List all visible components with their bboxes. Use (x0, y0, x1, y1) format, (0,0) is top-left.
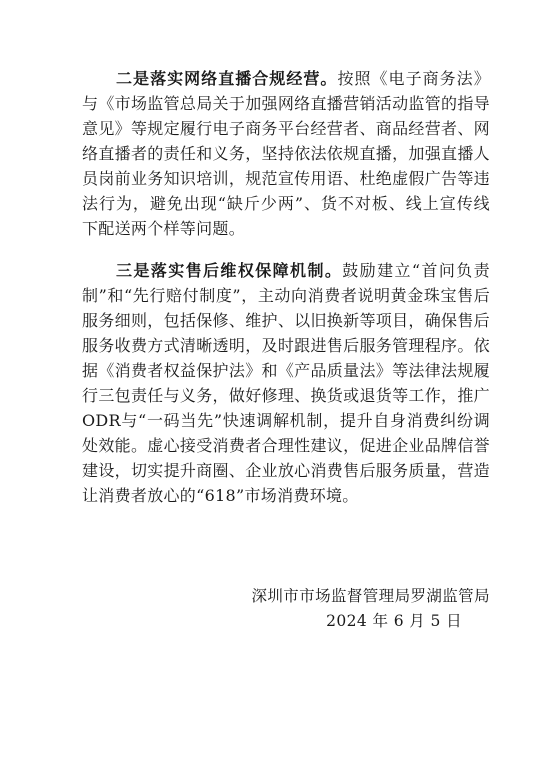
signature-date: 2024 年 6 月 5 日 (326, 612, 462, 630)
signature-organization: 深圳市市场监督管理局罗湖监管局 (251, 587, 490, 605)
paragraph-body-text: 鼓励建立“首问负责制”和“先行赔付制度”，主动向消费者说明黄金珠宝售后服务细则，包括保修、维护、以旧换新等项目，确保售后服务收费方式清晰透明，及时跟进售后服务管理程序。依据《消费者权益保护法》和《产品质量法》等法律法规履行三包责任与义务，做好修理、换货或退货等工作，推广ODR与“一码当先”快速调解机制，提升自身消费纠纷调处效能。虚心接受消费者合理性建议，促进企业品牌信誉建设，切实提升商圈、企业放心消费售后服务质量，营造让消费者放心的“618”市场消费环境。 (82, 261, 490, 505)
paragraph-livestream-compliance (82, 66, 490, 241)
paragraph-lead-heading: 二是落实网络直播合规经营。 (116, 69, 338, 88)
paragraph-after-sales-protection (82, 258, 490, 508)
paragraph-lead-heading: 三是落实售后维权保障机制。 (116, 261, 343, 280)
paragraph-body-text: 按照《电子商务法》与《市场监管总局关于加强网络直播营销活动监管的指导意见》等规定履行电子商务平台经营者、商品经营者、网络直播者的责任和义务，坚持依法依规直播，加强直播人员岗前业务知识培训，规范宣传用语、杜绝虚假广告等违法行为，避免出现“缺斤少两”、货不对板、线上宣传线下配送两个样等问题。 (82, 69, 491, 238)
